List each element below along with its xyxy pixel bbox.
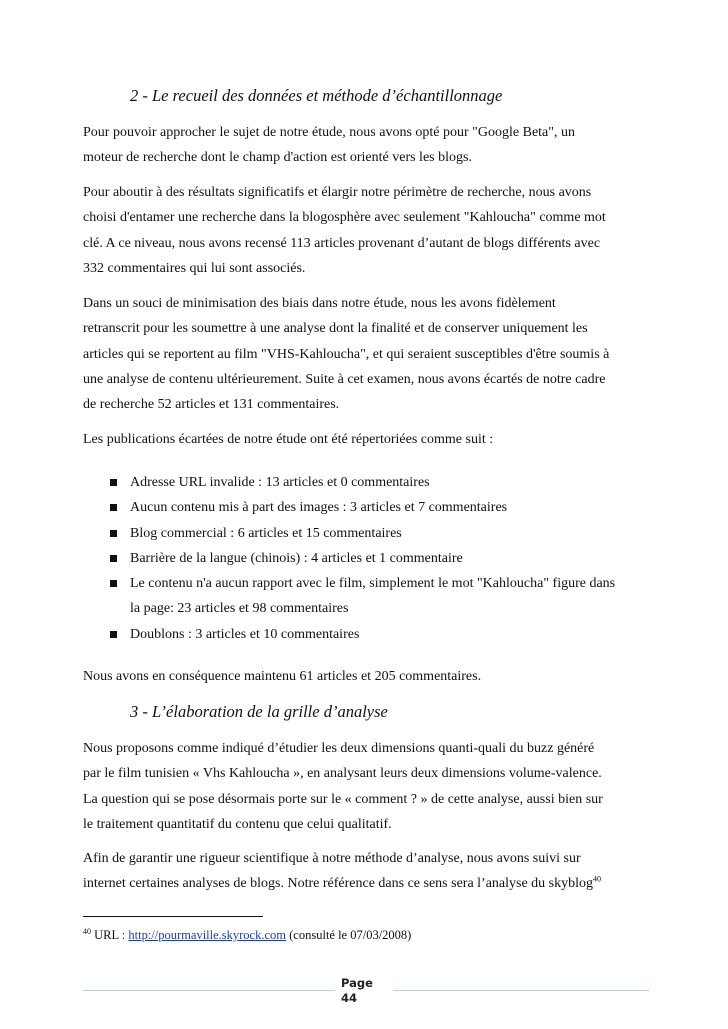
footnote [83, 927, 411, 943]
page-number [341, 976, 373, 1006]
paragraph-method-rigour [83, 846, 649, 897]
list-item [83, 546, 649, 571]
text-line: de recherche 52 articles et 131 commentaires. [83, 397, 340, 413]
text-line-content: internet certaines analyses de blogs. Notre référence dans ce sens sera l’analyse du skyblog [83, 876, 594, 892]
footnote-link[interactable]: http://pourmaville.skyrock.com [128, 928, 287, 943]
text-line: La question qui se pose désormais porte sur le « comment ? » de cette analyse, aussi bien sur [83, 791, 603, 807]
list-item [83, 495, 649, 520]
square-bullet-icon [110, 555, 117, 562]
footnote-prefix: URL : [91, 928, 129, 943]
paragraph-retained-count [83, 664, 649, 689]
page-number-value: 44 [341, 991, 358, 1005]
square-bullet-icon [110, 580, 117, 587]
footnote-separator [83, 916, 263, 917]
text-line: Nous proposons comme indiqué d’étudier les deux dimensions quanti-quali du buzz généré [83, 741, 595, 756]
text-line: articles qui se reportent au film "VHS-Kahloucha", et qui seraient susceptibles d'être soumis à [83, 346, 610, 362]
section-heading-3: 3 - L’élaboration de la grille d’analyse [130, 702, 388, 721]
square-bullet-icon [110, 479, 117, 486]
text-line: Pour aboutir à des résultats significatifs et élargir notre périmètre de recherche, nous avons [83, 185, 592, 200]
square-bullet-icon [110, 504, 117, 511]
paragraph-buzz-dimensions [83, 736, 649, 837]
list-item [83, 622, 649, 647]
text-line: Afin de garantir une rigueur scientifique à notre méthode d’analyse, nous avons suivi sur [83, 851, 581, 866]
text-line: Nous avons en conséquence maintenu 61 articles et 205 commentaires. [83, 669, 482, 684]
section-heading-2: 2 - Le recueil des données et méthode d’échantillonnage [130, 86, 503, 105]
square-bullet-icon [110, 530, 117, 537]
text-line: par le film tunisien « Vhs Kahloucha », en analysant leurs deux dimensions volume-valence. [83, 766, 602, 782]
list-item [83, 470, 649, 495]
list-item [83, 521, 649, 546]
text-line: 332 commentaires qui lui sont associés. [83, 260, 306, 276]
list-item-text: Blog commercial : 6 articles et 15 commentaires [130, 525, 402, 541]
footnote-suffix: (consulté le 07/03/2008) [286, 928, 412, 943]
excluded-publications-list [83, 470, 649, 647]
list-item-text: Aucun contenu mis à part des images : 3 articles et 7 commentaires [130, 500, 508, 516]
list-item-text: Barrière de la langue (chinois) : 4 articles et 1 commentaire [130, 550, 463, 566]
paragraph-bias-minimisation [83, 291, 649, 417]
text-line: choisi d'entamer une recherche dans la blogosphère avec seulement "Kahloucha" comme mot [83, 210, 606, 226]
footnote-reference[interactable]: 40 [593, 874, 602, 884]
text-line: moteur de recherche dont le champ d'action est orienté vers les blogs. [83, 150, 472, 166]
page-label: Page [341, 976, 373, 990]
text-line: retranscrit pour les soumettre à une analyse dont la finalité et de conserver uniquement les [83, 321, 588, 337]
text-line: le traitement quantitatif du contenu que celui qualitatif. [83, 816, 392, 832]
footer-rule-right [393, 990, 649, 991]
paragraph-search-scope [83, 180, 649, 281]
footer-rule-left [83, 990, 335, 991]
text-line: Les publications écartées de notre étude ont été répertoriées comme suit : [83, 432, 494, 447]
paragraph-search-engine [83, 120, 649, 171]
list-item-continuation: la page: 23 articles et 98 commentaires [130, 601, 349, 617]
text-line: Pour pouvoir approcher le sujet de notre étude, nous avons opté pour "Google Beta", un [83, 125, 575, 140]
list-item-text: Doublons : 3 articles et 10 commentaires [130, 626, 360, 642]
square-bullet-icon [110, 631, 117, 638]
text-line: une analyse de contenu ultérieurement. Suite à cet examen, nous avons écartés de notre cadre [83, 371, 606, 387]
list-item-text: Adresse URL invalide : 13 articles et 0 commentaires [130, 475, 430, 490]
text-line [83, 871, 649, 896]
list-item [83, 571, 649, 622]
paragraph-excluded-intro [83, 427, 649, 452]
footnote-number: 40 [83, 927, 91, 936]
text-line: clé. A ce niveau, nous avons recensé 113 articles provenant d’autant de blogs différents avec [83, 235, 601, 251]
text-line: Dans un souci de minimisation des biais dans notre étude, nous les avons fidèlement [83, 296, 556, 311]
list-item-text: Le contenu n'a aucun rapport avec le film, simplement le mot "Kahloucha" figure dans [130, 576, 616, 592]
